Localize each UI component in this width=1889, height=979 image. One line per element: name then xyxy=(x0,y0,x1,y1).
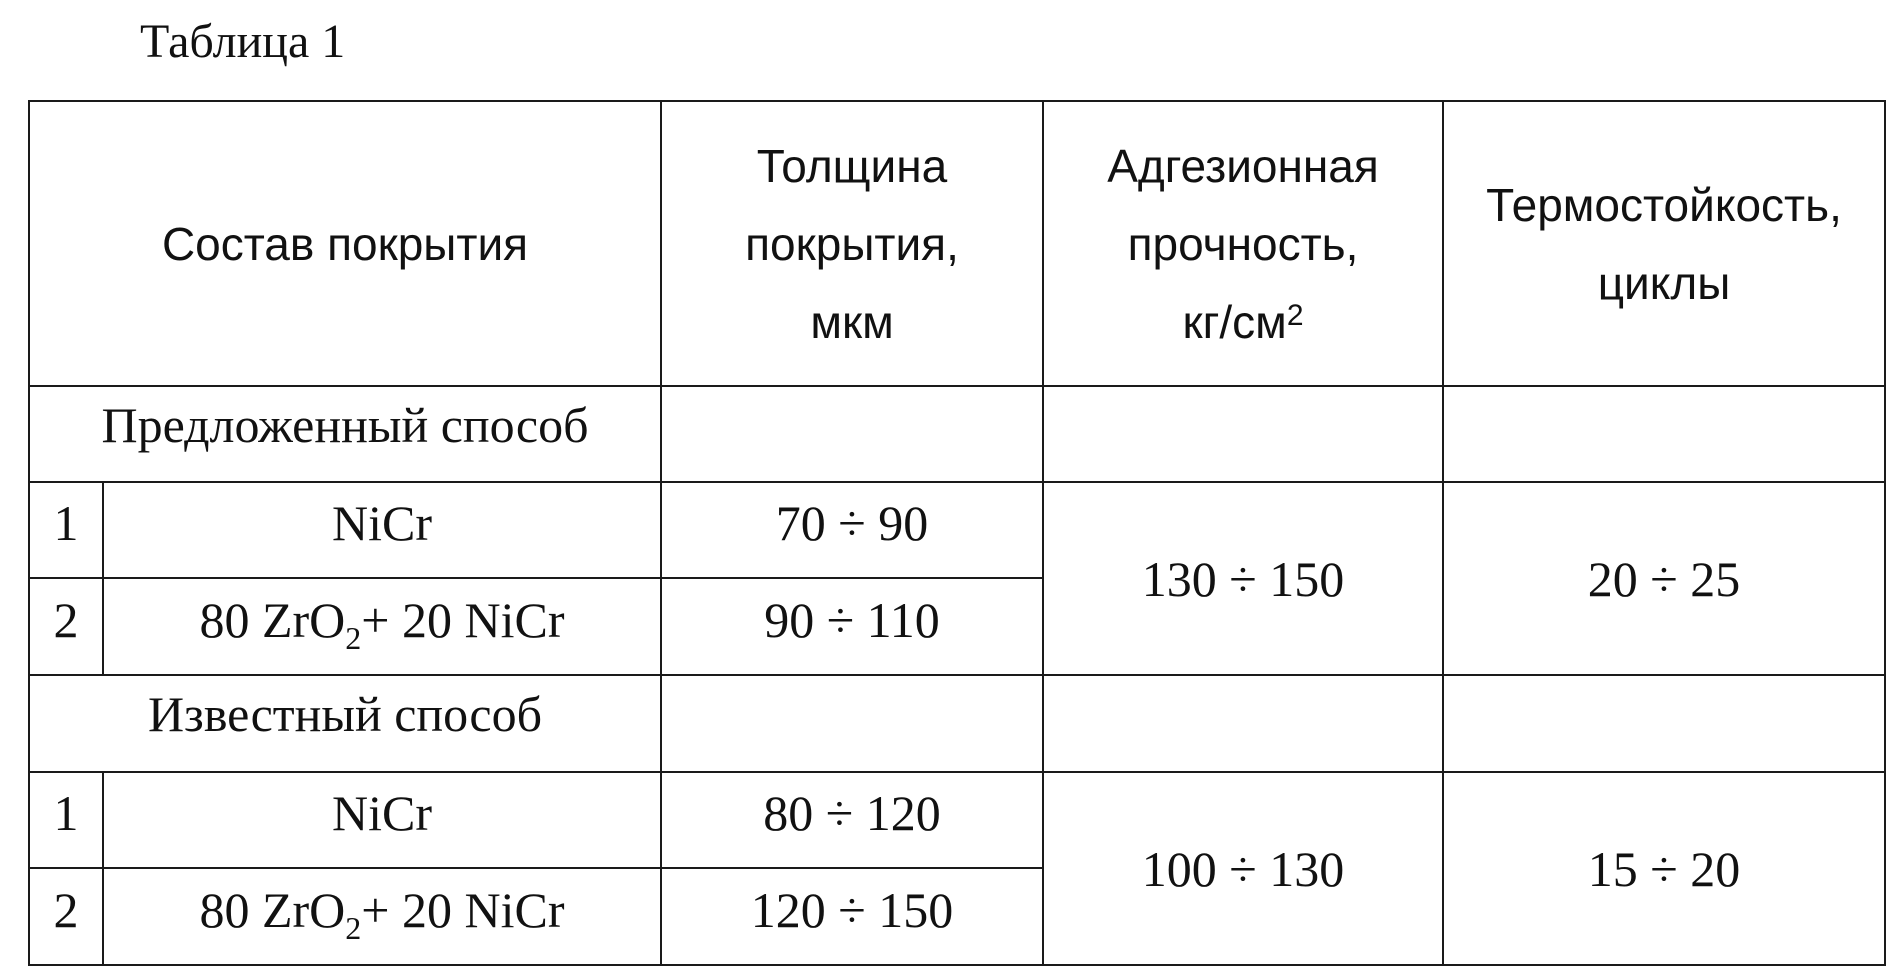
header-adhesion-line: прочность, xyxy=(1127,217,1359,270)
composition-text xyxy=(104,591,660,656)
thickness-text: 70 ÷ 90 xyxy=(775,495,929,551)
section-label: Известный способ xyxy=(29,675,661,772)
thickness-text: 120 ÷ 150 xyxy=(750,881,954,938)
table-caption: Таблица 1 xyxy=(140,15,346,68)
composition-post: + 20 NiCr xyxy=(361,881,565,938)
row-number xyxy=(29,772,103,868)
composition-cell xyxy=(103,578,661,675)
thickness-cell xyxy=(661,578,1043,675)
table-row xyxy=(29,772,1885,868)
empty-cell xyxy=(1443,675,1885,772)
thermal-cell: 20 ÷ 25 xyxy=(1443,482,1885,675)
row-number-text: 2 xyxy=(53,881,79,938)
adhesion-cell: 130 ÷ 150 xyxy=(1043,482,1443,675)
row-number xyxy=(29,868,103,965)
composition-cell xyxy=(103,482,661,578)
header-thickness xyxy=(661,101,1043,386)
row-number-text: 2 xyxy=(53,591,79,648)
header-adhesion-unit-text: кг/см xyxy=(1182,295,1287,348)
composition-text xyxy=(104,494,660,552)
composition-sub: 2 xyxy=(345,619,362,656)
section-row xyxy=(29,675,1885,772)
row-number-text: 1 xyxy=(53,495,79,551)
section-row xyxy=(29,386,1885,482)
header-adhesion-unit-exponent: 2 xyxy=(1286,298,1304,332)
empty-cell xyxy=(661,675,1043,772)
header-composition-label: Состав покрытия xyxy=(161,217,529,270)
header-composition xyxy=(29,101,661,386)
empty-cell xyxy=(1043,675,1443,772)
row-number-text: 1 xyxy=(53,785,79,841)
header-row xyxy=(29,101,1885,386)
row-number xyxy=(29,482,103,578)
table-row xyxy=(29,482,1885,578)
composition-post: + 20 NiCr xyxy=(361,591,565,648)
thickness-cell xyxy=(661,482,1043,578)
composition-pre: 80 ZrO xyxy=(199,591,346,648)
composition-text xyxy=(104,784,660,842)
section-label: Предложенный способ xyxy=(29,386,661,482)
header-adhesion-unit xyxy=(1044,283,1442,361)
header-thermal xyxy=(1443,101,1885,386)
row-number xyxy=(29,578,103,675)
header-thickness-line: покрытия, xyxy=(745,217,959,270)
composition-pre: 80 ZrO xyxy=(199,881,346,938)
header-thickness-line: Толщина xyxy=(756,139,948,192)
composition-pre: NiCr xyxy=(332,785,432,841)
header-thermal-line: циклы xyxy=(1597,256,1731,309)
thickness-cell xyxy=(661,772,1043,868)
composition-sub: 2 xyxy=(345,909,362,946)
results-table xyxy=(28,100,1886,966)
header-thickness-line: мкм xyxy=(810,295,894,348)
composition-text xyxy=(104,881,660,946)
thickness-cell xyxy=(661,868,1043,965)
composition-pre: NiCr xyxy=(332,495,432,551)
empty-cell xyxy=(1043,386,1443,482)
header-adhesion xyxy=(1043,101,1443,386)
empty-cell xyxy=(1443,386,1885,482)
header-thermal-line: Термостойкость, xyxy=(1486,178,1842,231)
thermal-cell: 15 ÷ 20 xyxy=(1443,772,1885,965)
composition-cell xyxy=(103,772,661,868)
adhesion-cell: 100 ÷ 130 xyxy=(1043,772,1443,965)
header-adhesion-line: Адгезионная xyxy=(1107,139,1379,192)
thickness-text: 80 ÷ 120 xyxy=(763,785,941,841)
empty-cell xyxy=(661,386,1043,482)
thickness-text: 90 ÷ 110 xyxy=(764,591,940,648)
composition-cell xyxy=(103,868,661,965)
